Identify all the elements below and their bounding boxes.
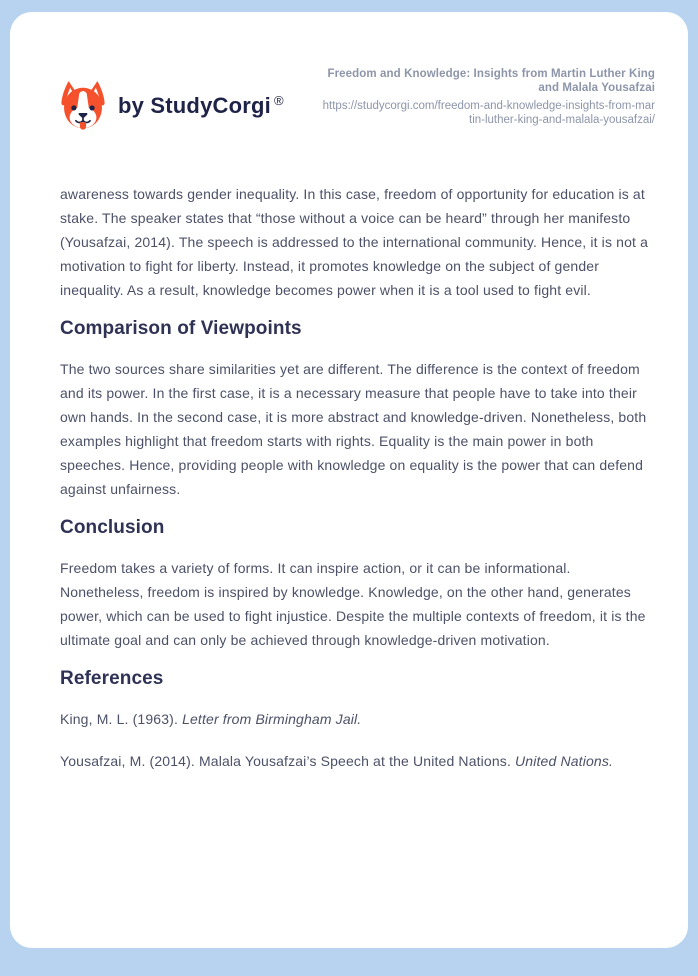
paragraph-conclusion: Freedom takes a variety of forms. It can inspire action, or it can be informational. Nonetheless, freedom is inspired by knowledge. Knowledge, on the other hand, generates power, which can be used to fight injustice. Despite the multiple contexts of freedom, it is the ultimate goal and can only be achieved through knowledge-driven motivation.	[60, 560, 646, 648]
document-url[interactable]: https://studycorgi.com/freedom-and-knowledge-insights-from-martin-luther-king-and-malala-yousafzai/	[322, 100, 655, 126]
document-card	[10, 12, 688, 948]
reference-yousafzai-title: United Nations.	[515, 753, 614, 769]
document-title: Freedom and Knowledge: Insights from Martin Luther King and Malala Yousafzai	[327, 68, 655, 94]
heading-comparison-of-viewpoints: Comparison of Viewpoints	[60, 318, 302, 339]
document-body	[60, 182, 655, 773]
paragraph-comparison: The two sources share similarities yet are different. The difference is the context of freedom and its power. In the first case, it is a necessary measure that people have to take into their own hands. In the second case, it is more abstract and knowledge-driven. Nonetheless, both examples highlight that freedom starts with rights. Equality is the main power in both speeches. Hence, providing people with knowledge on equality is the power that can defend against unfairness.	[60, 361, 647, 497]
heading-conclusion: Conclusion	[60, 517, 165, 538]
reference-yousafzai-text: Yousafzai, M. (2014). Malala Yousafzai’s Speech at the United Nations.	[60, 753, 516, 769]
paragraph-intro: awareness towards gender inequality. In this case, freedom of opportunity for education is at stake. The speaker states that “those without a voice can be heard” through her manifesto (Yousafzai, 2014). The speech is addressed to the international community. Hence, it is not a motivation to fight for liberty. Instead, it promotes knowledge on the subject of gender inequality. As a result, knowledge becomes power when it is a tool used to fight evil.	[60, 186, 649, 298]
brand	[60, 80, 284, 132]
reference-king-text: King, M. L. (1963).	[60, 711, 183, 727]
reference-yousafzai	[60, 749, 655, 773]
reference-king-title: Letter from Birmingham Jail.	[182, 711, 362, 727]
reference-king	[60, 707, 655, 731]
page-background	[0, 12, 698, 948]
brand-name: by StudyCorgi	[118, 93, 271, 118]
corgi-logo-icon	[60, 80, 106, 132]
registered-trademark: ®	[273, 92, 284, 108]
document-meta	[320, 67, 655, 127]
document-header	[60, 67, 655, 132]
heading-references: References	[60, 668, 164, 689]
